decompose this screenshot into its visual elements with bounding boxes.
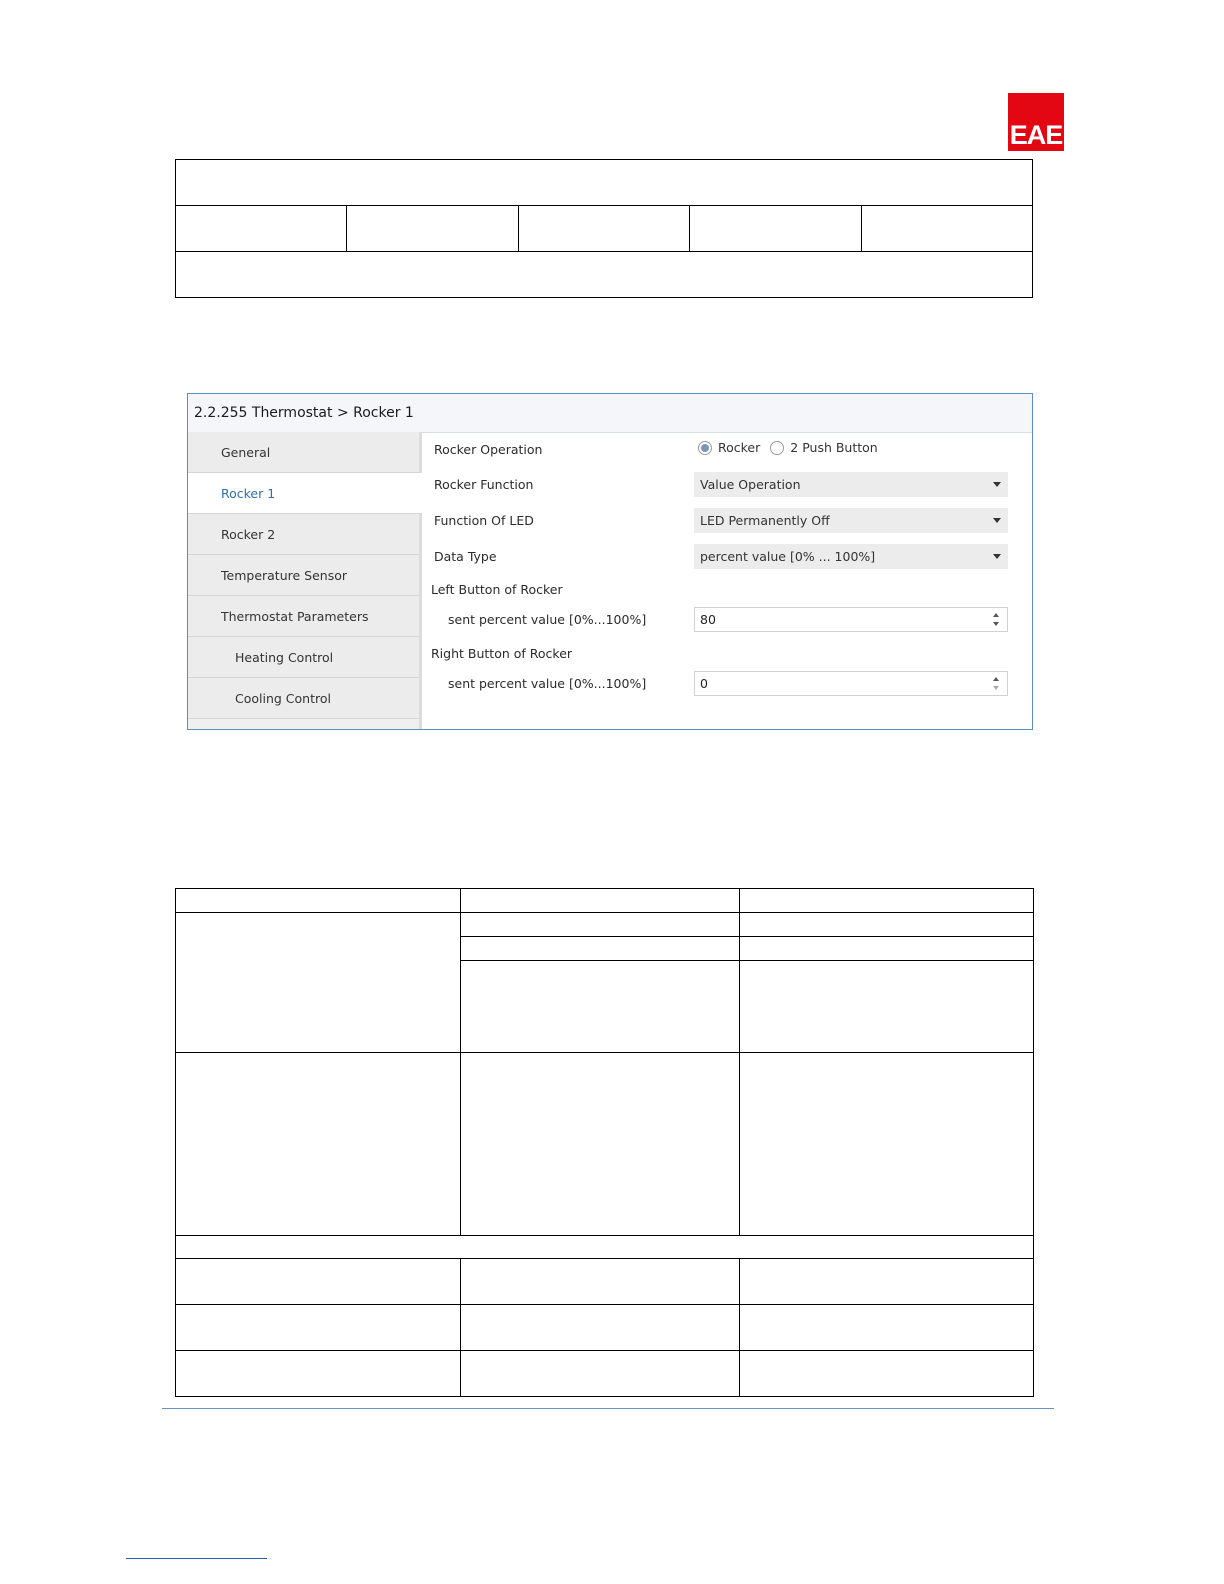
left-button-percent-value: 80	[700, 612, 716, 627]
table-cell	[176, 160, 1033, 206]
spin-down-icon[interactable]	[993, 622, 999, 626]
chevron-down-icon	[993, 482, 1001, 487]
sidebar-item-rocker-1[interactable]: Rocker 1	[188, 473, 422, 514]
table-cell	[740, 889, 1034, 913]
sidebar-item-heating-control[interactable]: Heating Control	[188, 637, 419, 678]
logo-text: EAE	[1009, 120, 1063, 150]
eae-logo	[1008, 93, 1064, 151]
table-cell	[861, 206, 1032, 252]
sidebar-item-temperature-sensor[interactable]: Temperature Sensor	[188, 555, 419, 596]
sidebar-item-general[interactable]: General	[188, 432, 419, 473]
table-cell	[740, 1053, 1034, 1236]
table-cell	[461, 913, 740, 937]
radio-rocker[interactable]	[698, 441, 712, 455]
top-table	[175, 159, 1033, 298]
table-cell	[176, 889, 461, 913]
rocker-function-select[interactable]	[694, 472, 1008, 497]
table-cell	[461, 1259, 740, 1305]
table-cell	[176, 1305, 461, 1351]
left-button-heading: Left Button of Rocker	[431, 581, 563, 597]
table-cell	[176, 913, 461, 1053]
sidebar-item-thermostat-parameters[interactable]: Thermostat Parameters	[188, 596, 419, 637]
table-cell	[461, 937, 740, 961]
spin-up-icon[interactable]	[993, 677, 999, 681]
table-cell	[740, 961, 1034, 1053]
left-button-percent-input[interactable]	[694, 607, 1008, 632]
rocker-function-value: Value Operation	[700, 477, 801, 492]
parameter-dialog	[187, 393, 1033, 730]
function-of-led-label: Function Of LED	[434, 513, 534, 528]
right-button-percent-label: sent percent value [0%...100%]	[448, 676, 647, 691]
spin-down-icon[interactable]	[993, 686, 999, 690]
chevron-down-icon	[993, 554, 1001, 559]
radio-rocker-label: Rocker	[718, 440, 761, 455]
footer-link-underline[interactable]	[126, 1558, 267, 1559]
function-of-led-value: LED Permanently Off	[700, 513, 830, 528]
chevron-down-icon	[993, 518, 1001, 523]
radio-2-push-button[interactable]	[770, 441, 784, 455]
parameter-panel	[422, 432, 1032, 729]
right-button-percent-value: 0	[700, 676, 708, 691]
table-cell	[347, 206, 518, 252]
table-cell	[176, 206, 347, 252]
sidebar-nav	[188, 432, 422, 729]
table-cell	[740, 913, 1034, 937]
data-type-select[interactable]	[694, 544, 1008, 569]
table-cell	[461, 961, 740, 1053]
sidebar-item-cooling-control[interactable]: Cooling Control	[188, 678, 419, 719]
table-cell	[740, 1305, 1034, 1351]
table-cell	[176, 1259, 461, 1305]
table-cell	[176, 1236, 1034, 1259]
table-cell	[176, 1053, 461, 1236]
radio-2-push-button-label: 2 Push Button	[790, 440, 878, 455]
rocker-operation-label: Rocker Operation	[434, 442, 543, 457]
function-of-led-select[interactable]	[694, 508, 1008, 533]
table-cell	[690, 206, 861, 252]
data-type-value: percent value [0% ... 100%]	[700, 549, 876, 564]
radio-selected-dot	[701, 444, 709, 452]
right-button-heading: Right Button of Rocker	[431, 645, 573, 661]
table-cell	[740, 937, 1034, 961]
footer-divider	[162, 1408, 1054, 1409]
rocker-operation-radio-group	[698, 440, 878, 455]
rocker-function-label: Rocker Function	[434, 477, 534, 492]
data-type-label: Data Type	[434, 549, 497, 564]
table-cell	[461, 1305, 740, 1351]
table-cell	[461, 1351, 740, 1397]
spin-up-icon[interactable]	[993, 613, 999, 617]
left-button-percent-label: sent percent value [0%...100%]	[448, 612, 647, 627]
right-button-percent-input[interactable]	[694, 671, 1008, 696]
sidebar-item-rocker-2[interactable]: Rocker 2	[188, 514, 419, 555]
dialog-title: 2.2.255 Thermostat > Rocker 1	[188, 394, 1032, 433]
table-cell	[740, 1259, 1034, 1305]
table-cell	[461, 1053, 740, 1236]
table-cell	[176, 1351, 461, 1397]
table-cell	[740, 1351, 1034, 1397]
table-cell	[518, 206, 689, 252]
table-cell	[176, 252, 1033, 298]
table-cell	[461, 889, 740, 913]
parameter-table	[175, 888, 1034, 1397]
